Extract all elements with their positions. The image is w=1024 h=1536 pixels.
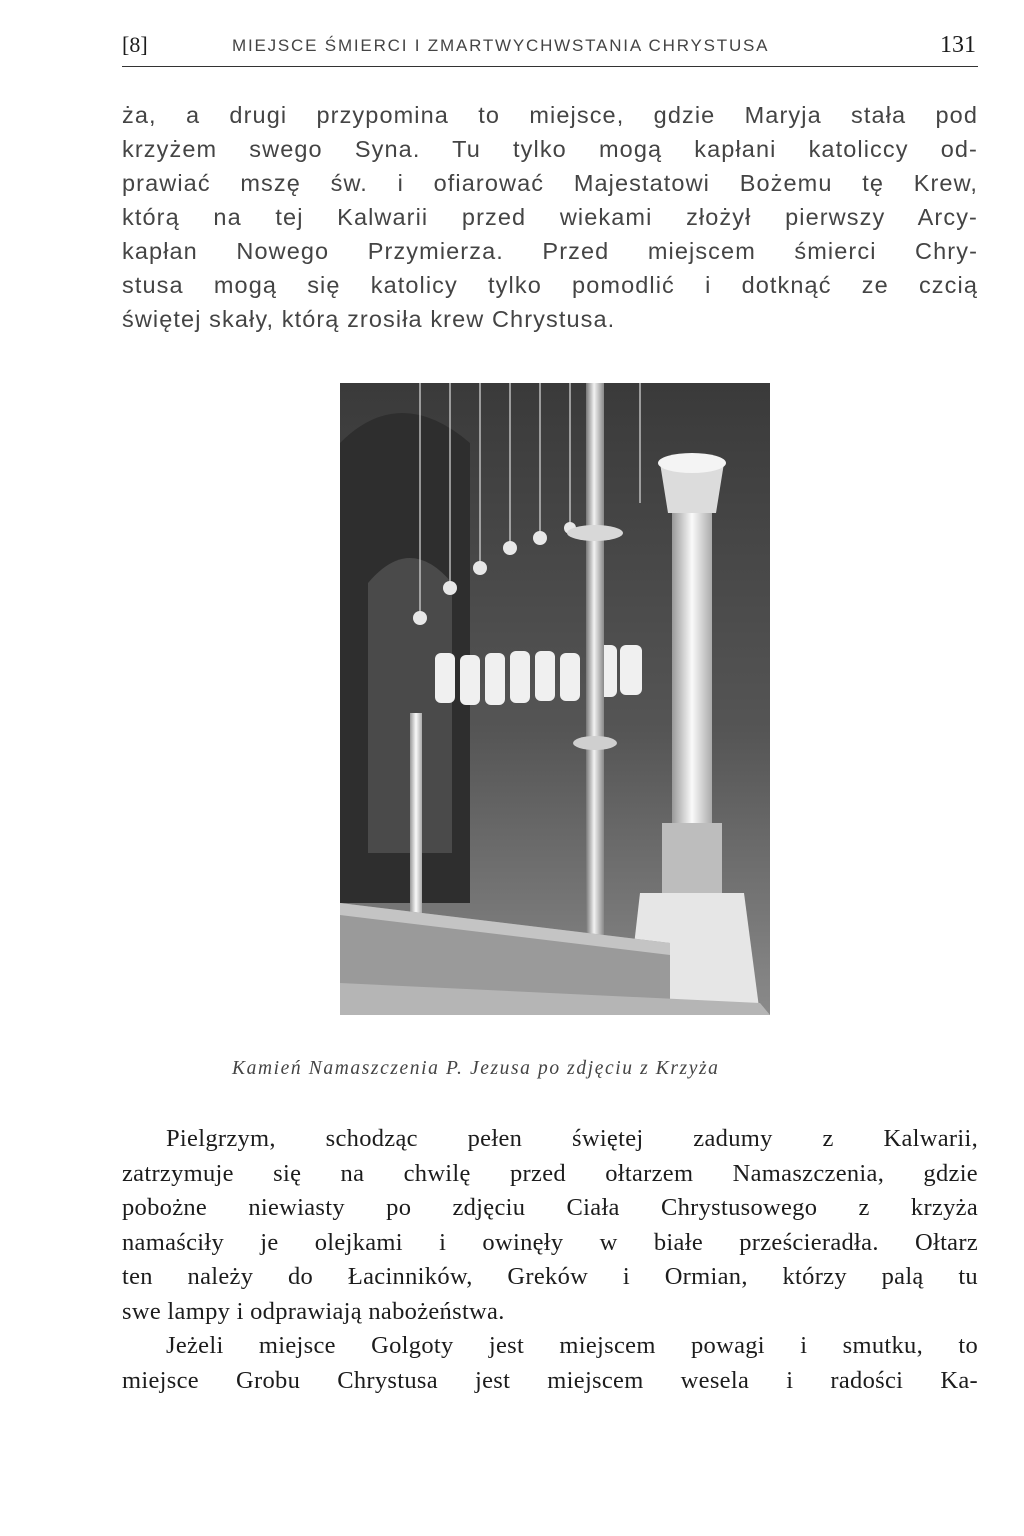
running-header — [122, 30, 978, 67]
text-line: Jeżeli miejsce Golgoty jest miejscem powagi i smutku, to — [166, 1332, 978, 1359]
text-line: swe lampy i odprawiają nabożeństwa. — [122, 1297, 505, 1325]
page-number: 131 — [940, 32, 976, 58]
text-line: namaściły je olejkami i owinęły w białe prześcieradła. Ołtarz — [122, 1228, 978, 1256]
text-line: kapłan Nowego Przymierza. Przed miejscem śmierci Chry- — [122, 238, 978, 264]
text-line: stusa mogą się katolicy tylko pomodlić i dotknąć ze czcią — [122, 272, 978, 298]
text-line: krzyżem swego Syna. Tu tylko mogą kapłani katoliccy od- — [122, 136, 978, 162]
text-line: pobożne niewiasty po zdjęciu Ciała Chrystusowego z krzyża — [122, 1194, 978, 1221]
running-title: MIEJSCE ŚMIERCI I ZMARTWYCHWSTANIA CHRYSTUSA — [232, 36, 770, 55]
paragraph-top — [122, 98, 978, 336]
text-line: świętej skały, którą zrosiła krew Chrystusa. — [122, 306, 616, 332]
text-line: miejsce Grobu Chrystusa jest miejscem wesela i radości Ka- — [122, 1366, 978, 1394]
text-line: zatrzymuje się na chwilę przed ołtarzem Namaszczenia, gdzie — [122, 1159, 978, 1187]
paragraph-bottom — [122, 1122, 978, 1398]
figure-caption: Kamień Namaszczenia P. Jezusa po zdjęciu z Krzyża — [232, 1058, 720, 1079]
section-number: [8] — [122, 32, 148, 57]
photo-illustration — [340, 383, 770, 1015]
text-line: Pielgrzym, schodząc pełen świętej zadumy z Kalwarii, — [166, 1125, 978, 1152]
text-line: prawiać mszę św. i ofiarować Majestatowi Bożemu tę Krew, — [122, 170, 978, 196]
altar-photograph — [340, 383, 770, 1015]
text-line: ten należy do Łacinników, Greków i Ormian, którzy palą tu — [122, 1263, 978, 1290]
text-line: którą na tej Kalwarii przed wiekami złożył pierwszy Arcy- — [122, 204, 978, 230]
text-line: ża, a drugi przypomina to miejsce, gdzie Maryja stała pod — [122, 102, 978, 128]
